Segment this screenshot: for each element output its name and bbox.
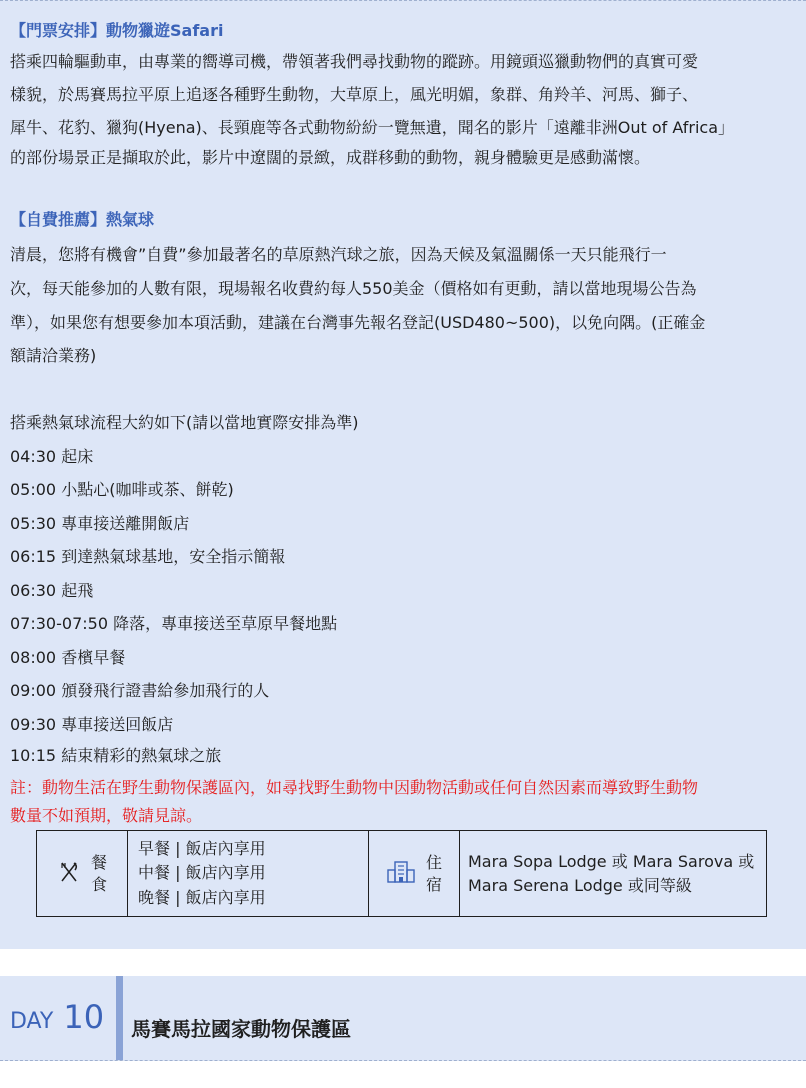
lodging-text: Mara Sopa Lodge 或 Mara Sarova 或 Mara Serena Lodge 或同等級 bbox=[468, 851, 755, 895]
day-prefix: DAY bbox=[10, 1009, 54, 1034]
balloon-text-line-2: 次，每天能參加的人數有限，現場報名收費約每人550美金（價格如有更動，請以當地現場公告為 bbox=[10, 279, 697, 298]
day-divider-bar bbox=[116, 976, 123, 1060]
flow-title: 搭乘熱氣球流程大約如下(請以當地實際安排為準) bbox=[10, 413, 359, 432]
schedule-item: 05:00 小點心(咖啡或茶、餅乾) bbox=[10, 480, 234, 499]
note-line-1: 註：動物生活在野生動物保護區內，如尋找野生動物中因動物活動或任何自然因素而導致野生動物 bbox=[10, 778, 699, 797]
dinner-row: 晚餐 | 飯店內享用 bbox=[138, 887, 266, 907]
day-label bbox=[10, 998, 104, 1036]
hotel-building-icon bbox=[386, 859, 416, 889]
ticket-text-line-1: 搭乘四輪驅動車，由專業的嚮導司機，帶領著我們尋找動物的蹤跡。用鏡頭巡獵動物們的真實可愛 bbox=[10, 52, 699, 71]
schedule-item: 08:00 香檳早餐 bbox=[10, 648, 126, 667]
meals-lodging-table bbox=[36, 830, 767, 917]
ticket-text-line-2: 樣貌，於馬賽馬拉平原上追逐各種野生動物，大草原上，風光明媚，象群、角羚羊、河馬、獅子、 bbox=[10, 85, 699, 104]
lodging-cell bbox=[460, 831, 767, 917]
lodging-label-cell bbox=[369, 831, 460, 917]
schedule-item: 06:15 到達熱氣球基地，安全指示簡報 bbox=[10, 547, 286, 566]
ticket-text-line-3: 犀牛、花豹、獵狗(Hyena)、長頸鹿等各式動物紛紛一覽無遺，聞名的影片「遠離非洲Out of Africa」 bbox=[10, 118, 735, 137]
day-title: 馬賽馬拉國家動物保護區 bbox=[131, 1017, 351, 1041]
balloon-text-line-3: 準），如果您有想要參加本項活動，建議在台灣事先報名登記(USD480~500)，以免向隅。(正確金 bbox=[10, 313, 706, 332]
meals-label: 餐 食 bbox=[90, 852, 107, 894]
lunch-row: 中餐 | 飯店內享用 bbox=[138, 863, 266, 883]
balloon-text-line-1: 清晨，您將有機會”自費”參加最著名的草原熱汽球之旅，因為天候及氣溫關係一天只能飛行一 bbox=[10, 245, 667, 264]
meals-cell bbox=[128, 831, 369, 917]
schedule-item: 04:30 起床 bbox=[10, 447, 94, 466]
schedule-item: 06:30 起飛 bbox=[10, 581, 94, 600]
schedule-item: 05:30 專車接送離開飯店 bbox=[10, 514, 190, 533]
day-header bbox=[0, 976, 806, 1061]
meals-label-cell bbox=[37, 831, 128, 917]
ticket-heading: 【門票安排】動物獵遊Safari bbox=[10, 21, 224, 40]
day-number: 10 bbox=[63, 998, 105, 1036]
balloon-heading: 【自費推薦】熱氣球 bbox=[10, 210, 155, 229]
ticket-text-line-4: 的部份場景正是擷取於此，影片中遼闊的景緻，成群移動的動物，親身體驗更是感動滿懷。 bbox=[10, 148, 651, 167]
lodging-label: 住 宿 bbox=[425, 852, 442, 894]
balloon-text-line-4: 額請洽業務) bbox=[10, 346, 97, 365]
fork-knife-icon bbox=[57, 860, 81, 888]
schedule-item: 09:30 專車接送回飯店 bbox=[10, 715, 174, 734]
schedule-item: 09:00 頒發飛行證書給參加飛行的人 bbox=[10, 681, 270, 700]
note-line-2: 數量不如預期，敬請見諒。 bbox=[10, 806, 203, 825]
schedule-item: 07:30-07:50 降落，專車接送至草原早餐地點 bbox=[10, 614, 338, 633]
schedule-item: 10:15 結束精彩的熱氣球之旅 bbox=[10, 746, 222, 765]
breakfast-row: 早餐 | 飯店內享用 bbox=[138, 838, 266, 858]
